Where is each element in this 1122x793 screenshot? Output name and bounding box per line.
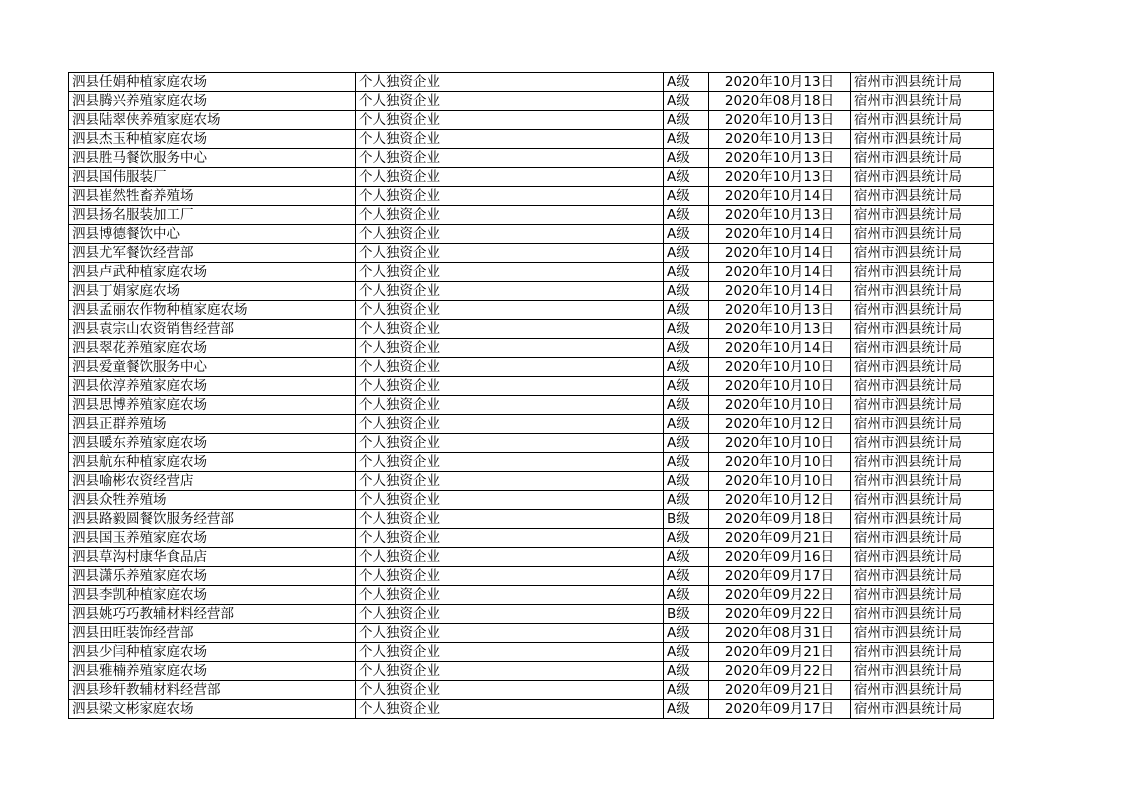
cell-rating-agency: 宿州市泗县统计局: [851, 225, 994, 244]
cell-enterprise-type: 个人独资企业: [356, 111, 664, 130]
cell-credit-grade: A级: [664, 434, 709, 453]
cell-rating-date: 2020年08月31日: [709, 624, 851, 643]
cell-rating-date: 2020年10月13日: [709, 301, 851, 320]
cell-rating-agency: 宿州市泗县统计局: [851, 149, 994, 168]
cell-enterprise-type: 个人独资企业: [356, 529, 664, 548]
cell-credit-grade: A级: [664, 187, 709, 206]
cell-credit-grade: A级: [664, 263, 709, 282]
cell-enterprise-type: 个人独资企业: [356, 358, 664, 377]
table-row: [69, 624, 994, 643]
cell-rating-agency: 宿州市泗县统计局: [851, 301, 994, 320]
cell-enterprise-type: 个人独资企业: [356, 548, 664, 567]
cell-rating-agency: 宿州市泗县统计局: [851, 624, 994, 643]
cell-credit-grade: B级: [664, 510, 709, 529]
cell-company-name: 泗县少闫种植家庭农场: [69, 643, 356, 662]
table-row: [69, 529, 994, 548]
cell-credit-grade: A级: [664, 301, 709, 320]
cell-rating-date: 2020年10月10日: [709, 472, 851, 491]
cell-company-name: 泗县陆翠侠养殖家庭农场: [69, 111, 356, 130]
cell-credit-grade: A级: [664, 700, 709, 719]
table-row: [69, 301, 994, 320]
cell-rating-date: 2020年09月22日: [709, 586, 851, 605]
cell-company-name: 泗县梁文彬家庭农场: [69, 700, 356, 719]
table-row: [69, 73, 994, 92]
cell-credit-grade: A级: [664, 624, 709, 643]
table-row: [69, 244, 994, 263]
cell-company-name: 泗县思博养殖家庭农场: [69, 396, 356, 415]
cell-company-name: 泗县爱童餐饮服务中心: [69, 358, 356, 377]
cell-rating-agency: 宿州市泗县统计局: [851, 263, 994, 282]
cell-rating-date: 2020年09月22日: [709, 605, 851, 624]
cell-company-name: 泗县珍轩教辅材料经营部: [69, 681, 356, 700]
cell-enterprise-type: 个人独资企业: [356, 605, 664, 624]
cell-credit-grade: A级: [664, 149, 709, 168]
cell-enterprise-type: 个人独资企业: [356, 149, 664, 168]
cell-rating-agency: 宿州市泗县统计局: [851, 605, 994, 624]
cell-rating-agency: 宿州市泗县统计局: [851, 187, 994, 206]
cell-rating-agency: 宿州市泗县统计局: [851, 415, 994, 434]
cell-enterprise-type: 个人独资企业: [356, 491, 664, 510]
table-row: [69, 358, 994, 377]
table-row: [69, 396, 994, 415]
cell-rating-date: 2020年09月21日: [709, 529, 851, 548]
cell-credit-grade: A级: [664, 282, 709, 301]
table-row: [69, 187, 994, 206]
cell-rating-date: 2020年09月17日: [709, 700, 851, 719]
cell-rating-agency: 宿州市泗县统计局: [851, 548, 994, 567]
cell-credit-grade: A级: [664, 491, 709, 510]
table-row: [69, 643, 994, 662]
cell-rating-date: 2020年09月18日: [709, 510, 851, 529]
cell-company-name: 泗县杰玉种植家庭农场: [69, 130, 356, 149]
cell-company-name: 泗县国伟服装厂: [69, 168, 356, 187]
cell-company-name: 泗县丁娟家庭农场: [69, 282, 356, 301]
table-row: [69, 662, 994, 681]
cell-company-name: 泗县扬名服装加工厂: [69, 206, 356, 225]
cell-enterprise-type: 个人独资企业: [356, 662, 664, 681]
cell-company-name: 泗县博德餐饮中心: [69, 225, 356, 244]
cell-enterprise-type: 个人独资企业: [356, 320, 664, 339]
table-row: [69, 434, 994, 453]
cell-rating-date: 2020年10月13日: [709, 111, 851, 130]
cell-credit-grade: A级: [664, 111, 709, 130]
cell-rating-agency: 宿州市泗县统计局: [851, 567, 994, 586]
cell-rating-agency: 宿州市泗县统计局: [851, 643, 994, 662]
table-row: [69, 149, 994, 168]
cell-rating-agency: 宿州市泗县统计局: [851, 529, 994, 548]
cell-credit-grade: A级: [664, 320, 709, 339]
cell-credit-grade: A级: [664, 472, 709, 491]
cell-company-name: 泗县任娟种植家庭农场: [69, 73, 356, 92]
cell-rating-date: 2020年10月12日: [709, 491, 851, 510]
cell-credit-grade: B级: [664, 605, 709, 624]
cell-rating-agency: 宿州市泗县统计局: [851, 130, 994, 149]
cell-credit-grade: A级: [664, 681, 709, 700]
cell-credit-grade: A级: [664, 225, 709, 244]
table-body: [69, 73, 994, 719]
table-row: [69, 700, 994, 719]
table-row: [69, 263, 994, 282]
cell-credit-grade: A级: [664, 415, 709, 434]
cell-rating-agency: 宿州市泗县统计局: [851, 73, 994, 92]
table-row: [69, 206, 994, 225]
cell-credit-grade: A级: [664, 130, 709, 149]
cell-enterprise-type: 个人独资企业: [356, 567, 664, 586]
table-row: [69, 339, 994, 358]
table-row: [69, 130, 994, 149]
table-row: [69, 377, 994, 396]
cell-company-name: 泗县草沟村康华食品店: [69, 548, 356, 567]
cell-enterprise-type: 个人独资企业: [356, 92, 664, 111]
cell-credit-grade: A级: [664, 643, 709, 662]
table-row: [69, 111, 994, 130]
cell-rating-agency: 宿州市泗县统计局: [851, 282, 994, 301]
cell-credit-grade: A级: [664, 92, 709, 111]
cell-company-name: 泗县翠花养殖家庭农场: [69, 339, 356, 358]
cell-company-name: 泗县袁宗山农资销售经营部: [69, 320, 356, 339]
cell-company-name: 泗县卢武种植家庭农场: [69, 263, 356, 282]
cell-enterprise-type: 个人独资企业: [356, 73, 664, 92]
cell-enterprise-type: 个人独资企业: [356, 700, 664, 719]
cell-company-name: 泗县田旺装饰经营部: [69, 624, 356, 643]
cell-rating-agency: 宿州市泗县统计局: [851, 491, 994, 510]
cell-rating-date: 2020年10月14日: [709, 263, 851, 282]
cell-enterprise-type: 个人独资企业: [356, 453, 664, 472]
table-row: [69, 605, 994, 624]
cell-enterprise-type: 个人独资企业: [356, 624, 664, 643]
cell-company-name: 泗县腾兴养殖家庭农场: [69, 92, 356, 111]
credit-rating-table: [68, 72, 994, 719]
cell-company-name: 泗县暖东养殖家庭农场: [69, 434, 356, 453]
cell-credit-grade: A级: [664, 529, 709, 548]
cell-credit-grade: A级: [664, 567, 709, 586]
cell-enterprise-type: 个人独资企业: [356, 282, 664, 301]
cell-rating-date: 2020年08月18日: [709, 92, 851, 111]
cell-rating-date: 2020年10月10日: [709, 358, 851, 377]
cell-rating-agency: 宿州市泗县统计局: [851, 92, 994, 111]
cell-company-name: 泗县李凯种植家庭农场: [69, 586, 356, 605]
cell-company-name: 泗县正群养殖场: [69, 415, 356, 434]
cell-rating-date: 2020年10月10日: [709, 396, 851, 415]
cell-rating-agency: 宿州市泗县统计局: [851, 168, 994, 187]
table-row: [69, 415, 994, 434]
cell-rating-date: 2020年10月13日: [709, 149, 851, 168]
cell-rating-date: 2020年10月10日: [709, 434, 851, 453]
cell-rating-date: 2020年09月17日: [709, 567, 851, 586]
cell-credit-grade: A级: [664, 358, 709, 377]
cell-company-name: 泗县崔然牲畜养殖场: [69, 187, 356, 206]
table-row: [69, 320, 994, 339]
cell-company-name: 泗县雅楠养殖家庭农场: [69, 662, 356, 681]
cell-enterprise-type: 个人独资企业: [356, 643, 664, 662]
cell-rating-date: 2020年09月22日: [709, 662, 851, 681]
cell-company-name: 泗县众牲养殖场: [69, 491, 356, 510]
cell-company-name: 泗县胜马餐饮服务中心: [69, 149, 356, 168]
cell-rating-agency: 宿州市泗县统计局: [851, 700, 994, 719]
cell-company-name: 泗县国玉养殖家庭农场: [69, 529, 356, 548]
cell-rating-agency: 宿州市泗县统计局: [851, 434, 994, 453]
cell-rating-date: 2020年10月13日: [709, 168, 851, 187]
cell-rating-date: 2020年10月14日: [709, 187, 851, 206]
table-row: [69, 282, 994, 301]
cell-company-name: 泗县航东种植家庭农场: [69, 453, 356, 472]
cell-rating-agency: 宿州市泗县统计局: [851, 244, 994, 263]
cell-rating-agency: 宿州市泗县统计局: [851, 453, 994, 472]
table-row: [69, 586, 994, 605]
cell-enterprise-type: 个人独资企业: [356, 339, 664, 358]
table-row: [69, 681, 994, 700]
cell-credit-grade: A级: [664, 244, 709, 263]
cell-rating-agency: 宿州市泗县统计局: [851, 377, 994, 396]
cell-enterprise-type: 个人独资企业: [356, 187, 664, 206]
cell-enterprise-type: 个人独资企业: [356, 244, 664, 263]
cell-company-name: 泗县尤军餐饮经营部: [69, 244, 356, 263]
cell-rating-date: 2020年09月21日: [709, 643, 851, 662]
cell-company-name: 泗县孟丽农作物种植家庭农场: [69, 301, 356, 320]
cell-credit-grade: A级: [664, 73, 709, 92]
cell-rating-date: 2020年10月14日: [709, 339, 851, 358]
cell-credit-grade: A级: [664, 206, 709, 225]
cell-rating-date: 2020年10月10日: [709, 377, 851, 396]
cell-rating-date: 2020年09月16日: [709, 548, 851, 567]
cell-rating-agency: 宿州市泗县统计局: [851, 358, 994, 377]
cell-rating-date: 2020年10月14日: [709, 282, 851, 301]
cell-enterprise-type: 个人独资企业: [356, 510, 664, 529]
cell-rating-date: 2020年10月13日: [709, 73, 851, 92]
cell-rating-date: 2020年09月21日: [709, 681, 851, 700]
cell-enterprise-type: 个人独资企业: [356, 130, 664, 149]
cell-credit-grade: A级: [664, 662, 709, 681]
cell-enterprise-type: 个人独资企业: [356, 168, 664, 187]
cell-credit-grade: A级: [664, 396, 709, 415]
cell-enterprise-type: 个人独资企业: [356, 377, 664, 396]
cell-rating-agency: 宿州市泗县统计局: [851, 206, 994, 225]
cell-credit-grade: A级: [664, 453, 709, 472]
cell-rating-date: 2020年10月14日: [709, 244, 851, 263]
table-row: [69, 453, 994, 472]
cell-rating-date: 2020年10月13日: [709, 130, 851, 149]
cell-company-name: 泗县依淳养殖家庭农场: [69, 377, 356, 396]
cell-company-name: 泗县姚巧巧教辅材料经营部: [69, 605, 356, 624]
table-row: [69, 491, 994, 510]
cell-rating-date: 2020年10月14日: [709, 225, 851, 244]
cell-rating-date: 2020年10月12日: [709, 415, 851, 434]
cell-company-name: 泗县潇乐养殖家庭农场: [69, 567, 356, 586]
cell-enterprise-type: 个人独资企业: [356, 263, 664, 282]
cell-rating-date: 2020年10月13日: [709, 206, 851, 225]
table-row: [69, 510, 994, 529]
cell-rating-date: 2020年10月10日: [709, 453, 851, 472]
cell-rating-agency: 宿州市泗县统计局: [851, 681, 994, 700]
cell-rating-date: 2020年10月13日: [709, 320, 851, 339]
cell-rating-agency: 宿州市泗县统计局: [851, 472, 994, 491]
cell-credit-grade: A级: [664, 377, 709, 396]
cell-enterprise-type: 个人独资企业: [356, 586, 664, 605]
cell-enterprise-type: 个人独资企业: [356, 301, 664, 320]
cell-enterprise-type: 个人独资企业: [356, 225, 664, 244]
cell-company-name: 泗县喻彬农资经营店: [69, 472, 356, 491]
cell-enterprise-type: 个人独资企业: [356, 472, 664, 491]
table-row: [69, 92, 994, 111]
cell-rating-agency: 宿州市泗县统计局: [851, 396, 994, 415]
cell-credit-grade: A级: [664, 548, 709, 567]
cell-rating-agency: 宿州市泗县统计局: [851, 510, 994, 529]
cell-rating-agency: 宿州市泗县统计局: [851, 320, 994, 339]
cell-company-name: 泗县路毅圆餐饮服务经营部: [69, 510, 356, 529]
cell-enterprise-type: 个人独资企业: [356, 434, 664, 453]
cell-enterprise-type: 个人独资企业: [356, 415, 664, 434]
cell-credit-grade: A级: [664, 168, 709, 187]
cell-enterprise-type: 个人独资企业: [356, 681, 664, 700]
cell-enterprise-type: 个人独资企业: [356, 396, 664, 415]
table-row: [69, 225, 994, 244]
cell-enterprise-type: 个人独资企业: [356, 206, 664, 225]
cell-credit-grade: A级: [664, 339, 709, 358]
cell-rating-agency: 宿州市泗县统计局: [851, 586, 994, 605]
cell-rating-agency: 宿州市泗县统计局: [851, 111, 994, 130]
table-row: [69, 548, 994, 567]
cell-rating-agency: 宿州市泗县统计局: [851, 339, 994, 358]
table-row: [69, 567, 994, 586]
table-row: [69, 472, 994, 491]
cell-rating-agency: 宿州市泗县统计局: [851, 662, 994, 681]
cell-credit-grade: A级: [664, 586, 709, 605]
table-row: [69, 168, 994, 187]
